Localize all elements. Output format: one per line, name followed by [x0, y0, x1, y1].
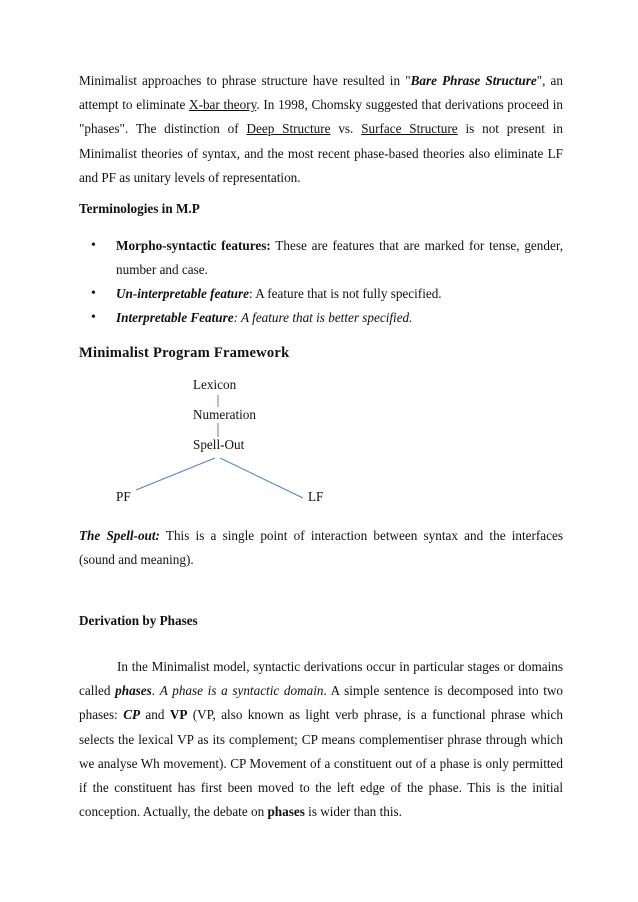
lf-node: LF: [308, 489, 324, 504]
term-label: Morpho-syntactic features:: [116, 238, 271, 253]
terminologies-heading: Terminologies in M.P: [79, 201, 200, 216]
phases-term: phases: [115, 683, 152, 699]
spellout-paragraph: [79, 524, 563, 572]
bare-phrase-structure-term: Bare Phrase Structure: [410, 73, 537, 88]
numeration-node: Numeration: [193, 407, 256, 422]
vp-term: VP: [169, 707, 188, 723]
phases-text: In the Minimalist model, syntactic derivations occur in particular stages or domains called: [79, 659, 563, 699]
intro-text: . In 1998, Chomsky suggested that derivations proceed in "phases". The distinction of: [79, 97, 564, 137]
phases-text: is wider than this.: [304, 804, 402, 820]
deep-structure-link[interactable]: Deep Structure: [246, 121, 331, 137]
term-definition: : A feature that is not fully specified.: [248, 286, 442, 301]
xbar-theory-link[interactable]: X-bar theory: [189, 97, 257, 113]
phases-heading: Derivation by Phases: [79, 613, 198, 628]
intro-text: ", an attempt to eliminate: [79, 73, 563, 113]
cp-term: CP: [123, 707, 141, 723]
spellout-text: This is a single point of interaction between syntax and the interfaces (sound and meaning).: [79, 528, 563, 568]
lexicon-node: Lexicon: [193, 377, 237, 392]
phases-term: phases: [267, 804, 305, 820]
term-label: Un-interpretable feature: [116, 286, 249, 301]
surface-structure-link[interactable]: Surface Structure: [361, 121, 458, 137]
term-definition: : A feature that is better specified.: [233, 310, 413, 325]
spellout-pf-line: [136, 458, 215, 490]
spell-out-node: Spell-Out: [193, 437, 245, 452]
spellout-term: The Spell-out:: [79, 528, 160, 543]
intro-text: vs.: [330, 121, 362, 137]
phases-text: (VP, also known as light verb phrase, is a functional phrase which selects the lexical VP as its complement; CP means complementiser phrase through which we analyse Wh movement). CP Movement of a constituent out of a phase is only permitted if the constituent has first been moved to the left edge of the phase. This is the initial conception. Actually, the debate on: [79, 707, 564, 820]
phases-paragraph: [79, 655, 563, 824]
phases-text: and: [140, 707, 170, 723]
intro-text: Minimalist approaches to phrase structure have resulted in ": [79, 73, 411, 88]
framework-heading: Minimalist Program Framework: [79, 345, 290, 361]
pf-node: PF: [116, 489, 131, 504]
intro-text: is not present in Minimalist theories of syntax, and the most recent phase-based theories also eliminate LF and PF as unitary levels of representation.: [79, 121, 563, 185]
phases-text: .: [151, 683, 160, 699]
term-label: Interpretable Feature: [116, 310, 234, 325]
phases-text: . A simple sentence is decomposed into two phases:: [79, 683, 563, 723]
term-definition: These are features that are marked for tense, gender, number and case.: [116, 238, 563, 277]
spellout-lf-line: [220, 458, 303, 498]
phase-definition: A phase is a syntactic domain: [159, 683, 324, 699]
